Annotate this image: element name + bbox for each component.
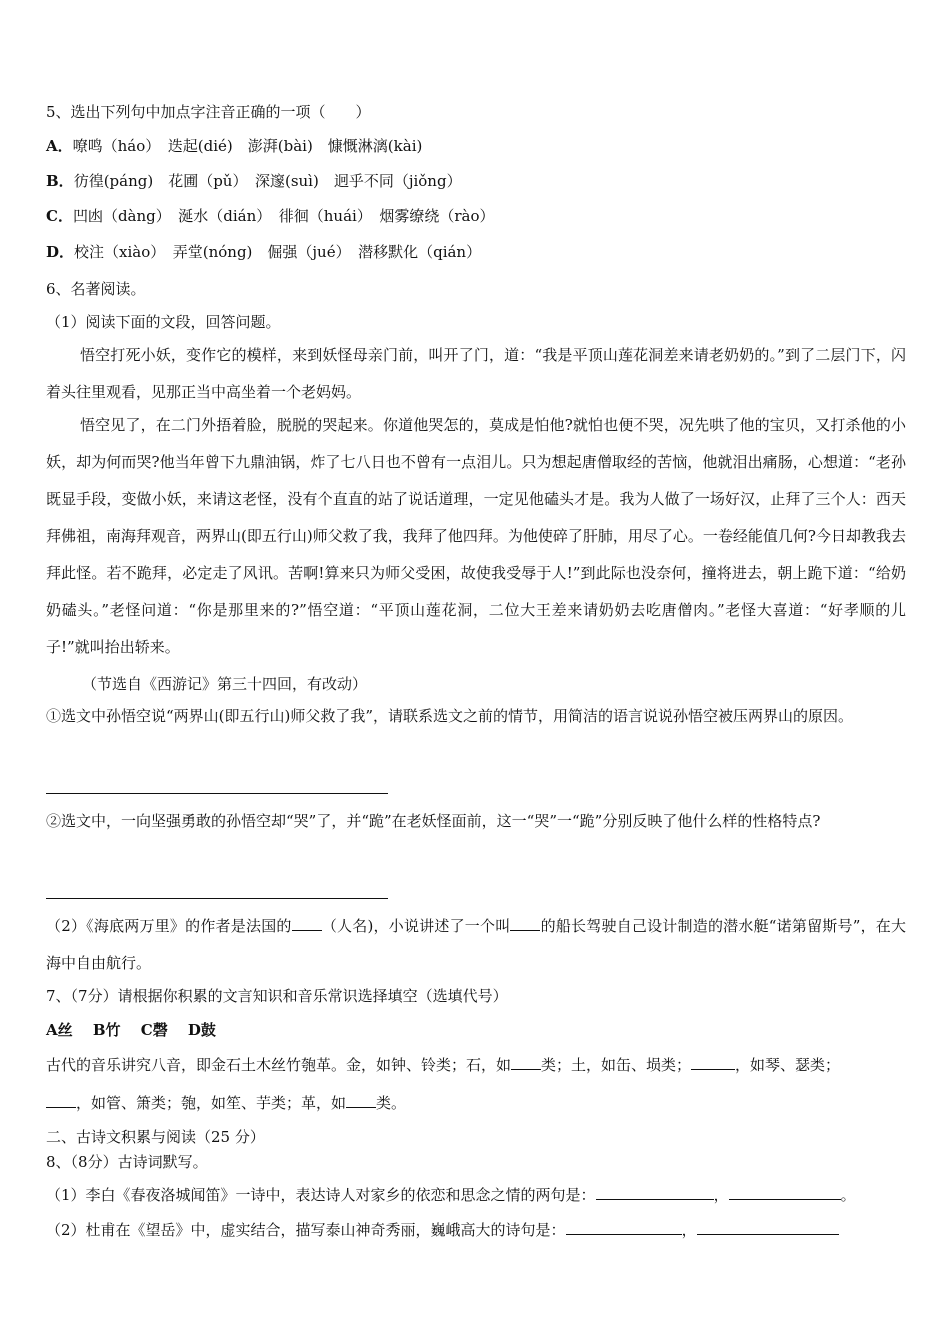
q8-line2 bbox=[46, 1220, 839, 1240]
q8-line1 bbox=[46, 1185, 856, 1205]
section-heading: 二、古诗文积累与阅读（25 分） bbox=[46, 1128, 265, 1146]
q6-question1: ①选文中孙悟空说“两界山(即五行山)师父救了我”，请联系选文之前的情节，用简洁的语言说说孙悟空被压两界山的原因。 bbox=[46, 707, 854, 725]
option-text: 凹凼（dàng） 涎水（dián） 徘徊（huái） 烟雾缭绕（rào） bbox=[72, 207, 495, 225]
q7-stem: 7、（7分）请根据你积累的文言知识和音乐常识选择填空（选填代号） bbox=[46, 987, 508, 1005]
q7-line2-text-a: ，如管、箫类；匏，如笙、芋类；革，如 bbox=[76, 1094, 347, 1112]
q8-line1-text-a: （1）李白《春夜洛城闻笛》一诗中，表达诗人对家乡的依恋和思念之情的两句是： bbox=[46, 1186, 596, 1204]
option-letter: B． bbox=[46, 172, 74, 190]
option-text: 彷徨(páng) 花圃（pǔ） 深邃(suì) 迥乎不同（jiǒng） bbox=[73, 172, 462, 190]
captain-blank[interactable] bbox=[510, 916, 540, 931]
q8-line2-comma: ， bbox=[681, 1221, 697, 1239]
answer-line-1[interactable] bbox=[46, 793, 388, 794]
option-text: 嘹鸣（háo） 迭起(dié) 澎湃(bài) 慷慨淋漓(kài) bbox=[72, 137, 423, 155]
q6-sub2-text-a: （2）《海底两万里》的作者是法国的 bbox=[46, 917, 292, 935]
q5-stem: 5、选出下列句中加点字注音正确的一项（ ） bbox=[46, 103, 371, 121]
q6-sub2 bbox=[46, 908, 906, 982]
q6-passage-para1: 悟空打死小妖，变作它的模样，来到妖怪母亲门前，叫开了门，道：“我是平顶山莲花洞差来请老奶奶的。”到了二层门下，闪着头往里观看，见那正当中高坐着一个老妈妈。 bbox=[46, 346, 906, 401]
leather-blank[interactable] bbox=[346, 1093, 376, 1108]
q8-line2-text-a: （2）杜甫在《望岳》中，虚实结合，描写泰山神奇秀丽，巍峨高大的诗句是： bbox=[46, 1221, 566, 1239]
q5-option-a bbox=[46, 136, 422, 156]
q6-question2: ②选文中，一向坚强勇敢的孙悟空却“哭”了，并“跪”在老妖怪面前，这一“哭”一“跪”分别反映了他什么样的性格特点? bbox=[46, 812, 821, 830]
q7-line1-text-a: 古代的音乐讲究八音，即金石土木丝竹匏革。金，如钟、铃类；石，如 bbox=[46, 1056, 512, 1074]
q6-sub1: （1）阅读下面的文段，回答问题。 bbox=[46, 313, 281, 331]
q6-sub2-text-b: （人名)，小说讲述了一个叫 bbox=[321, 917, 511, 935]
q5-option-b bbox=[46, 171, 462, 191]
stone-blank[interactable] bbox=[511, 1055, 541, 1070]
q7-line1 bbox=[46, 1055, 840, 1075]
q8-line1-period: 。 bbox=[840, 1186, 856, 1204]
option-letter: D． bbox=[46, 243, 75, 261]
poem-blank-1[interactable] bbox=[596, 1185, 714, 1200]
q7-choices: A丝 B竹 C磬 D鼓 bbox=[46, 1021, 216, 1039]
q7-line2-text-b: 类。 bbox=[376, 1094, 407, 1112]
q8-line1-comma: ， bbox=[713, 1186, 729, 1204]
q7-line1-text-c: ，如琴、瑟类； bbox=[735, 1056, 841, 1074]
q6-source: （节选自《西游记》第三十四回，有改动） bbox=[82, 675, 368, 693]
q5-option-d bbox=[46, 242, 481, 262]
q7-line2 bbox=[46, 1093, 406, 1113]
option-letter: C． bbox=[46, 207, 73, 225]
q7-line1-text-b: 类；土，如缶、埙类； bbox=[541, 1056, 692, 1074]
q6-passage-para2: 悟空见了，在二门外捂着脸，脱脱的哭起来。你道他哭怎的，莫成是怕他?就怕也便不哭，况先哄了他的宝贝，又打杀他的小妖，却为何而哭?他当年曾下九鼎油锅，炸了七八日也不曾有一点泪儿。只为想起唐僧取经的苦恼，他就泪出痛肠，心想道：“老孙既显手段，变做小妖，来请这老怪，没有个直直的站了说话道理，一定见他磕头才是。我为人做了一场好汉，止拜了三个人：西天拜佛祖，南海拜观音，两界山(即五行山)师父救了我，我拜了他四拜。为他使碎了肝肺，用尽了心。一卷经能值几何?今日却教我去拜此怪。若不跪拜，必定走了风讯。苦啊!算来只为师父受困，故使我受辱于人!”到此际也没奈何，撞将进去，朝上跪下道：“给奶奶磕头。”老怪问道：“你是那里来的?”悟空道：“平顶山莲花洞，二位大王差来请奶奶去吃唐僧肉。”老怪大喜道：“好孝顺的儿子!”就叫抬出轿来。 bbox=[46, 416, 906, 656]
poem-blank-4[interactable] bbox=[697, 1220, 839, 1235]
bamboo-blank[interactable] bbox=[46, 1093, 76, 1108]
q5-option-c bbox=[46, 206, 494, 226]
poem-blank-2[interactable] bbox=[729, 1185, 841, 1200]
silk-blank[interactable] bbox=[691, 1055, 735, 1070]
poem-blank-3[interactable] bbox=[566, 1220, 682, 1235]
option-text: 校注（xiào） 弄堂(nóng) 倔强（jué） 潜移默化（qián） bbox=[74, 243, 482, 261]
author-blank[interactable] bbox=[292, 916, 322, 931]
q6-stem: 6、名著阅读。 bbox=[46, 280, 146, 298]
q8-stem: 8、（8分）古诗词默写。 bbox=[46, 1153, 208, 1171]
q6-sub2-text-c: 的船长驾驶自己设计制造的潜水艇“诺第留斯号”，在大海中自由航行。 bbox=[46, 917, 907, 972]
option-letter: A． bbox=[46, 137, 73, 155]
answer-line-2[interactable] bbox=[46, 898, 388, 899]
